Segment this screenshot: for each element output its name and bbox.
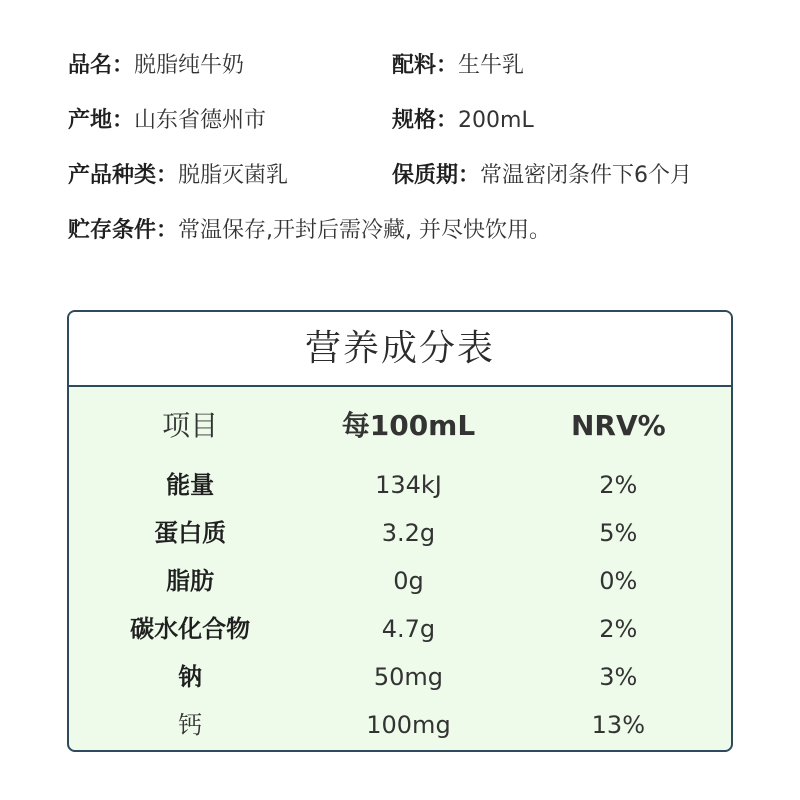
spec-row [392,103,534,139]
header-nrv: NRV% [570,409,666,442]
nutrition-table [67,310,733,752]
table-row [69,657,731,697]
table-row [69,705,731,745]
nutrient-amount: 4.7g [381,615,436,643]
ingredients-row [392,48,524,84]
storage-row [68,213,551,249]
table-row [69,465,731,505]
nutrient-nrv: 2% [599,471,638,499]
product-name-value: 脱脂纯牛奶 [134,53,245,78]
ingredients-value: 生牛乳 [458,53,525,78]
product-name-row [68,48,244,84]
origin-value: 山东省德州市 [134,108,267,133]
nutrient-amount: 0g [393,567,424,595]
nutrient-name: 能量 [166,471,215,499]
nutrient-nrv: 0% [599,567,638,595]
category-row [68,158,288,194]
category-value: 脱脂灭菌乳 [178,163,289,188]
nutrient-name: 碳水化合物 [130,615,251,643]
category-label: 产品种类： [68,163,179,188]
nutrient-name: 脂肪 [166,567,215,595]
spec-label: 规格： [392,108,459,133]
origin-row [68,103,266,139]
nutrient-nrv: 2% [599,615,638,643]
nutrient-nrv: 5% [599,519,638,547]
product-name-label: 品名： [68,53,135,78]
nutrient-name: 蛋白质 [154,519,227,547]
table-row [69,513,731,553]
table-row [69,609,731,649]
table-row [69,561,731,601]
header-item: 项目 [162,409,219,442]
header-per-100ml: 每100mL [341,409,476,442]
nutrient-nrv: 3% [599,663,638,691]
storage-value: 常温保存,开封后需冷藏, 并尽快饮用。 [178,218,551,243]
nutrition-header-row [69,404,731,448]
origin-label: 产地： [68,108,135,133]
shelf-life-label: 保质期： [392,163,481,188]
spec-value: 200mL [458,108,534,133]
nutrient-name: 钠 [178,663,203,691]
shelf-life-row [392,158,692,194]
ingredients-label: 配料： [392,53,459,78]
storage-label: 贮存条件： [68,218,179,243]
nutrient-nrv: 13% [591,711,645,739]
nutrition-table-title: 营养成分表 [69,312,731,387]
nutrient-amount: 3.2g [381,519,436,547]
nutrient-name: 钙 [178,711,203,739]
nutrient-amount: 100mg [366,711,451,739]
nutrient-amount: 50mg [373,663,444,691]
shelf-life-value: 常温密闭条件下6个月 [480,163,693,188]
nutrient-amount: 134kJ [375,471,442,499]
